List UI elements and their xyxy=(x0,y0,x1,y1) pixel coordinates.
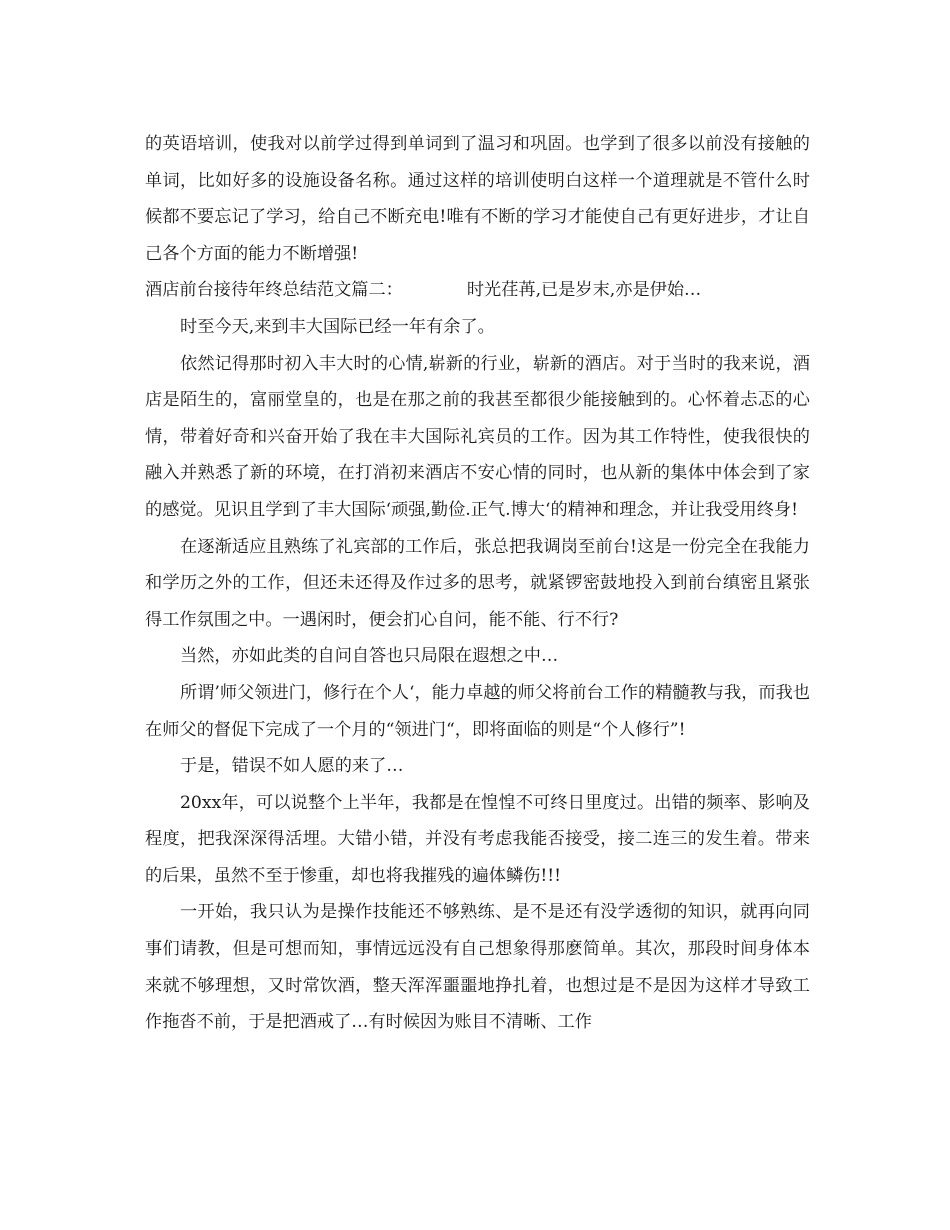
document-body xyxy=(145,126,810,1041)
paragraph-first-half-year: 20xx年，可以说整个上半年，我都是在惶惶不可终日里度过。出错的频率、影响及程度，把我深深得活埋。大错小错，并没有考虑我能否接受，接二连三的发生着。带来的后果，虽然不至于惨重，却也将我摧残的遍体鳞伤!!! xyxy=(145,792,810,886)
paragraph-one-year: 时至今天,来到丰大国际已经一年有余了。 xyxy=(180,316,495,337)
section-heading-subtitle: 时光荏苒,已是岁末,亦是伊始… xyxy=(466,280,702,301)
paragraph-self-question: 当然，亦如此类的自问自答也只局限在遐想之中… xyxy=(180,646,559,667)
paragraph-first-days: 依然记得那时初入丰大时的心情,崭新的行业，崭新的酒店。对于当时的我来说，酒店是陌生的，富丽堂皇的，也是在那之前的我甚至都很少能接触到的。心怀着忐忑的心情，带着好奇和兴奋开始了我在丰大国际礼宾员的工作。因为其工作特性，使我很快的融入并熟悉了新的环境，在打消初来酒店不安心情的同时，也从新的集体中体会到了家的感觉。见识且学到了丰大国际‘顽强,勤俭.正气.博大‘的精神和理念，并让我受用终身! xyxy=(145,353,810,520)
paragraph-mentor: 所谓’师父领进门，修行在个人‘，能力卓越的师父将前台工作的精髓教与我，而我也在师父的督促下完成了一个月的“领进门“，即将面临的则是“个人修行”! xyxy=(145,682,810,740)
section-heading-title: 酒店前台接待年终总结范文篇二： xyxy=(145,280,403,301)
paragraph-reflection: 一开始，我只认为是操作技能还不够熟练、是不是还有没学透彻的知识，就再向同事们请教，但是可想而知，事情远远没有自己想象得那麽简单。其次，那段时间身体本来就不够理想，又时常饮酒，整天浑浑噩噩地挣扎着，也想过是不是因为这样才导致工作拖沓不前，于是把酒戒了…有时候因为账目不清晰、工作 xyxy=(145,902,810,1033)
paragraph-mistakes: 于是，错误不如人愿的来了… xyxy=(180,756,404,777)
paragraph-front-desk: 在逐渐适应且熟练了礼宾部的工作后，张总把我调岗至前台!这是一份完全在我能力和学历之外的工作，但还未还得及作过多的思考，就紧锣密鼓地投入到前台缜密且紧张得工作氛围之中。一遇闲时，便会扪心自问，能不能、行不行? xyxy=(145,536,810,630)
paragraph-english-training: 的英语培训，使我对以前学过得到单词到了温习和巩固。也学到了很多以前没有接触的单词，比如好多的设施设备名称。通过这样的培训使明白这样一个道理就是不管什么时候都不要忘记了学习，给自己不断充电!唯有不断的学习才能使自己有更好进步，才让自己各个方面的能力不断增强! xyxy=(145,134,810,264)
section-heading xyxy=(145,272,810,309)
